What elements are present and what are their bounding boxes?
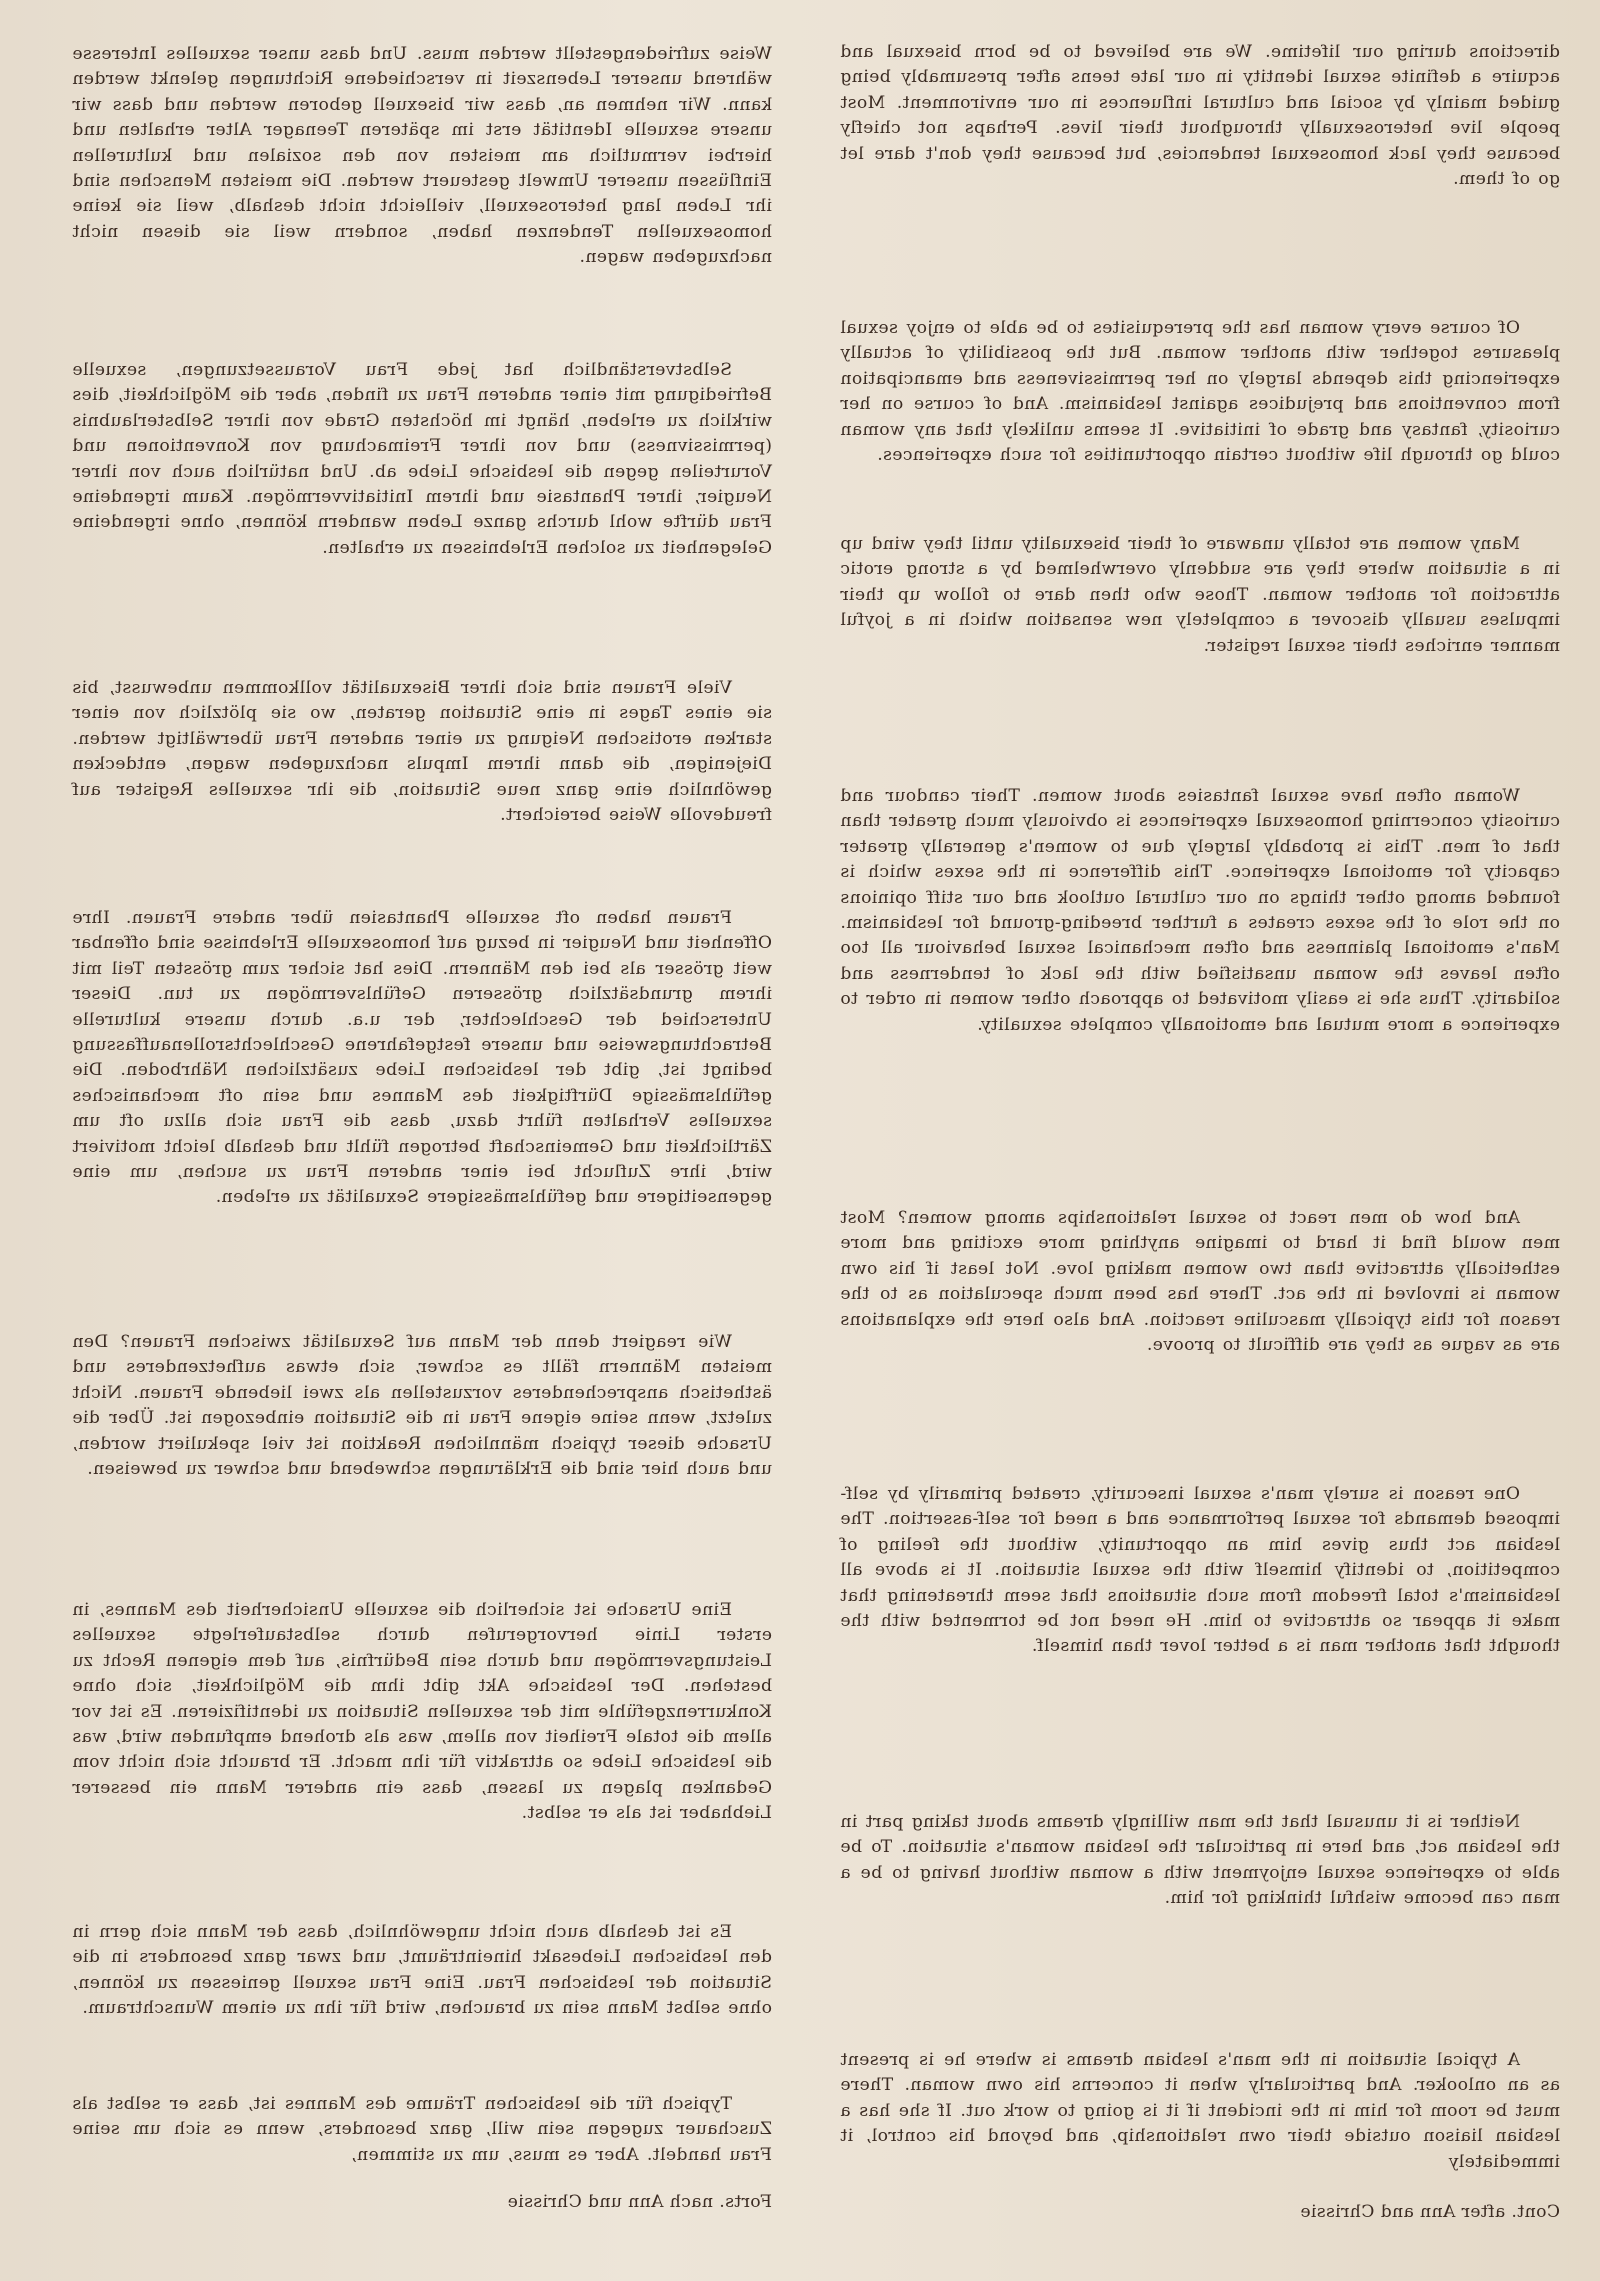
english-continuation-note: Cont. after Ann and Chrissie — [1299, 2202, 1560, 2222]
english-paragraph-1: directions during our lifetime. We are believed to be born bisexual and acquire a definite sexual identity in our late teens after presumably being guided mainly by social and cultural influences in our environment. Most people live heterosexually throughout their lives. Perhaps not chiefly because they lack homosexual tendencies, but because they don't dare let go of them. — [840, 42, 1560, 190]
german-paragraph-3: Viele Frauen sind sich ihrer Bisexualität vollkommen unbewusst, bis sie eines Tages in eine Situation geraten, wo sie plötzlich von einer starken erotischen Neigung zu einer anderen Frau überwältigt werden. Diejenigen, die dann ihrem Impuls nachzugeben wagen, entdecken gewöhnlich eine ganz neue Situation, die ihr sexuelles Register auf freudevolle Weise bereichert. — [72, 678, 772, 826]
german-paragraph-1: Weise zufriedengestellt werden muss. Und dass unser sexuelles Interesse während unserer Lebenszeit in verschiedene Richtungen gelenkt werden kann. Wir nehmen an, dass wir bisexuell geboren werden und dass wir unsere sexuelle Identität erst im späteren Teenager Alter erhalten und hierbei vermutlich am meisten von den sozialen und kulturellen Einflüssen unserer Umwelt gesteuert werden. Die meisten Menschen sind ihr Leben lang heterosexuell, vielleicht nicht deshalb, weil sie keine homosexuellen Tendenzen haben, sondern weil sie diesen nicht nachzugeben wagen. — [72, 44, 772, 268]
german-paragraph-5: Wie reagiert denn der Mann auf Sexualität zwischen Frauen? Den meisten Männern fällt es schwer, sich etwas aufhetzenderes und ästhetisch ansprechenderes vorzustellen als zwei liebende Frauen. Nicht zuletzt, wenn seine eigene Frau in die Situation einbezogen ist. Über die Ursache dieser typisch männlichen Reaktion ist viel spekuliert worden, und auch hier sind die Erklärungen schwebend und schwer zu beweisen. — [72, 1332, 772, 1480]
english-paragraph-7: Neither is it unusual that the man willingly dreams about taking part in the lesbian act, and here in particular the lesbian woman's situation. To be able to experience sexual enjoyment with a woman without having to be a man can become wishful thinking for him. — [840, 1812, 1560, 1909]
german-paragraph-8: Typisch für die lesbischen Träume des Mannes ist, dass er selbst als Zuschauer zugegen sein will, ganz besonders, wenn es sich um seine Frau handelt. Aber es muss, um zu stimmen, — [72, 2094, 772, 2165]
english-paragraph-5: And how do men react to sexual relationships among women? Most men would find it hard to imagine anything more exciting and more esthetically attractive than two women making love. Not least if his own woman is involved in the act. There has been much speculation as to the reason for this typically masculine reaction. And also here the explanations are as vague as they are difficult to proove. — [840, 1208, 1560, 1356]
german-paragraph-6: Eine Ursache ist sicherlich die sexuelle Unsicherheit des Mannes, in erster Linie hervorgerufen durch selbstauferlegte sexuelles Leistungsvermögen und durch sein Bedürfnis, auf dem eigenen Recht zu bestehen. Der lesbische Akt gibt ihm die Möglichkeit, sich ohne Konkurrenzgefühle mit der sexuellen Situation zu identifizieren. Es ist vor allem die totale Freiheit von allem, was als drohend empfunden wird, was die lesbische Liebe so attraktiv für ihn macht. Er braucht sich nicht vom Gedanken plagen zu lassen, dass ein anderer Mann ein besserer Liebhaber ist als er selbst. — [72, 1600, 772, 1824]
english-paragraph-2: Of course every woman has the prerequisites to be able to enjoy sexual pleasures together with another woman. But the possibility of actually experiencing this depends largely on her permissiveness and emancipation from conventions and prejudices against lesbianism. And of course on her curiosity, fantasy and grade of initiative. It seems unlikely that any woman could go through life without certain opportunities for such experiences. — [840, 318, 1560, 466]
german-continuation-note: Forts. nach Ann und Chrissie — [507, 2192, 772, 2212]
english-paragraph-6: One reason is surely man's sexual insecurity, created primarily by self-imposed demands for sexual performance and a need for self-assertion. The lesbian act thus gives him an opportunity, without the feeling of competition, to identify himself with the sexual situation. It is above all lesbianism's total freedom from such situations that seem threatening that make it appear so attractive to him. He need not be tormented with the thought that another man is a better lover than himself. — [840, 1484, 1560, 1657]
german-paragraph-2: Selbstverständlich hat jede Frau Voraussetzungen, sexuelle Befriedigung mit einer anderen Frau zu finden, aber die Möglichkeit, dies wirklich zu erleben, hängt im höchsten Grade von ihrer Selbsterlaubnis (permissivness) und von ihrer Freimachung von Konventionen und Vorurteilen gegen die lesbische Liebe ab. Und natürlich auch von ihrer Neugier, ihrer Phantasie und ihrem Initiativvermögen. Kaum irgendeine Frau dürfte wohl durchs ganze Leben wandern können, ohne irgendeine Gelegenheit zu solchen Erlebnissen zu erhalten. — [72, 360, 772, 558]
english-paragraph-8: A typical situation in the man's lesbian dreams is where he is present as an onlooker. And particularly when it concerns his own woman. There must be room for him in the incident if it is going to work out. If she has a lesbian liaison outside their own relationship, and beyond his control, it immediately — [840, 2050, 1560, 2172]
english-paragraph-4: Woman often have sexual fantasies about women. Their candour and curiosity concerning homosexual experiences is obviously much greater than that of men. This is probably largely due to women's generally greater capacity for emotional experience. This difference in the sexes which is founded among other things on our cultural outlook and our stiff opinions on the role of the sexes creates a further breeding-ground for lesbianism. Man's emotional plainness and often mechanical sexual behaviour all too often leaves the woman unsatisfied with the lack of tenderness and solidarity. Thus she is easily motivated to approach other women in order to experience a more mutual and emotionally complete sexuality. — [840, 786, 1560, 1035]
english-paragraph-3: Many women are totally unaware of their bisexuality until they wind up in a situation where they are suddenly overwhelmed by a strong erotic attraction for another woman. Those who then dare to follow up their impulses usually discover a completely new sensation which in a joyful manner enriches their sexual register. — [840, 534, 1560, 656]
german-paragraph-4: Frauen haben oft sexuelle Phantasien über andere Frauen. Ihre Offenheit und Neugier in bezug auf homosexuelle Erlebnisse sind offenbar weit grösser als bei den Männern. Dies hat sicher zum grössten Teil mit ihrem grundsätzlich grösseren Gefühlsvermögen zu tun. Dieser Unterschied der Geschlechter, der u.a. durch unsere kulturelle Betrachtungsweise und unsere festgefahrene Geschlechtsrollenauffassung bedingt ist, gibt der lesbischen Liebe zusätzlichen Nährboden. Die gefühlsmässige Dürftigkeit des Mannes und sein oft mechanisches sexuelles Verhalten führt dazu, dass die Frau sich allzu oft um Zärtlichkeit und Gemeinschaft betrogen fühlt und deshalb leicht motiviert wird, ihre Zuflucht bei einer anderen Frau zu suchen, um eine gegenseitigere und gefühlsmässigere Sexualität zu erleben. — [72, 908, 772, 1208]
german-paragraph-7: Es ist deshalb auch nicht ungewöhnlich, dass der Mann sich gern in den lesbischen Liebesakt hineinträumt, und zwar ganz besonders in die Situation der lesbischen Frau. Eine Frau sexuell geniessen zu können, ohne selbst Mann sein zu brauchen, wird für ihn zu einem Wunschtraum. — [72, 1922, 772, 2019]
